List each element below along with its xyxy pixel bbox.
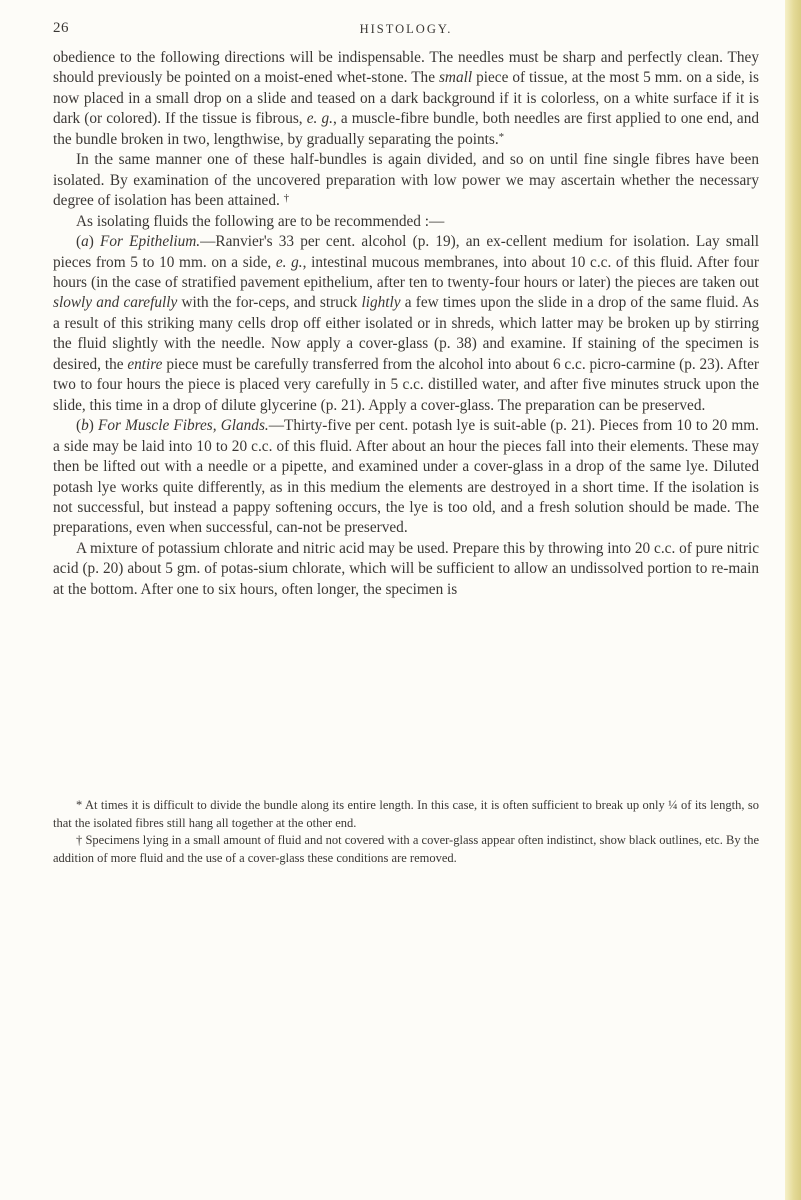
text-run: (	[76, 233, 82, 251]
text-run: , intestinal mucous membranes, into about 10 c.c. of this fluid. After four hours (in the case of stratified pavement epithelium, after ten to twenty-four hours or later) the pieces are taken out	[53, 253, 760, 291]
text-run: )	[88, 417, 98, 435]
page-number: 26	[53, 20, 69, 36]
text-run: —Ranvier's 33 per cent. alcohol (p. 19), an ex-cellent medium for isolation. Lay small pieces from 5 to 10 mm. on a side,	[53, 233, 759, 271]
italic-text: e. g.	[306, 110, 333, 128]
italic-text: For Epithelium.	[100, 233, 201, 251]
italic-text: a	[81, 233, 89, 251]
paragraph	[53, 539, 759, 600]
italic-text: entire	[127, 355, 163, 373]
text-run: (	[76, 417, 82, 435]
page-header	[53, 20, 759, 40]
body-text	[53, 48, 759, 600]
text-run: , a muscle-fibre bundle, both needles are first applied to one end, and the bundle broken in two, lengthwise, by gradually separating the points.	[53, 110, 759, 148]
text-run: As isolating fluids the following are to be recommended :—	[76, 212, 445, 230]
italic-text: For Muscle Fibres, Glands.	[98, 417, 269, 435]
footnote	[53, 832, 759, 867]
text-run: A mixture of potassium chlorate and nitric acid may be used. Prepare this by throwing into 20 c.c. of pure nitric acid (p. 20) about 5 gm. of potas-sium chlorate, which will be sufficient to allow an undissolved portion to re-main at the bottom. After one to six hours, often longer, the specimen is	[53, 539, 759, 598]
text-run: piece of tissue, at the most 5 mm. on a side, is now placed in a small drop on a slide and teased on a dark background if it is colorless, on a white surface if it is dark (or colored). If the tissue is fibrous,	[53, 69, 759, 128]
paragraph	[53, 416, 759, 539]
page-edge	[785, 0, 801, 1200]
paragraph	[53, 212, 759, 232]
text-run: piece must be carefully transferred from the alcohol into about 6 c.c. picro-carmine (p. 23). After two to four hours the piece is placed very carefully in 5 c.c. distilled water, and after five minutes struck upon the slide, this time in a drop of dilute glycerine (p. 21). Apply a cover-glass. The preparation can be preserved.	[53, 355, 759, 414]
italic-text: small	[438, 69, 473, 87]
italic-text: slowly and carefully	[53, 294, 178, 312]
footnote	[53, 797, 759, 832]
text-run: obedience to the following directions will be indispensable. The needles must be sharp and perfectly clean. They should previously be pointed on a moist-ened whet-stone. The	[53, 49, 759, 87]
italic-text: b	[81, 417, 89, 435]
footnotes	[53, 797, 759, 867]
paragraph	[53, 232, 759, 416]
paragraph	[53, 48, 759, 150]
text-run: )	[88, 233, 101, 251]
text-run: a few times upon the slide in a drop of the same fluid. As a result of this striking many cells drop off either isolated or in shreds, which latter may be broken up by stirring the fluid slightly with the needle. Now apply a cover-glass (p. 38) and examine. If staining of the specimen is desired, the	[53, 294, 759, 373]
footnote-marker: †	[283, 192, 290, 205]
italic-text: lightly	[361, 294, 401, 312]
text-run: * At times it is difficult to divide the bundle along its entire length. In this case, it is often sufficient to break up only ¼ of its length, so that the isolated fibres still hang all together at the other end.	[53, 798, 759, 830]
running-head: HISTOLOGY.	[359, 22, 453, 36]
text-run: with the for-ceps, and struck	[177, 294, 362, 312]
text-run: —Thirty-five per cent. potash lye is suit-able (p. 21). Pieces from 10 to 20 mm. a side may be laid into 10 to 20 c.c. of this fluid. After about an hour the pieces fall into their elements. These may then be lifted out with a needle or a pipette, and examined under a cover-glass in a drop of the same lye. Diluted potash lye works quite differently, as in this medium the elements are destroyed in a short time. If the isolation is not successful, but instead a pappy softening occurs, the lye is too old, and a fresh solution should be made. The preparations, even when successful, can-not be preserved.	[53, 417, 760, 537]
paragraph	[53, 150, 759, 211]
text-run: In the same manner one of these half-bundles is again divided, and so on until fine single fibres have been isolated. By examination of the uncovered preparation with low power we may ascertain whether the necessary degree of isolation has been attained.	[53, 151, 759, 210]
footnote-marker: *	[498, 130, 505, 143]
italic-text: e. g.	[275, 253, 303, 271]
text-run: † Specimens lying in a small amount of fluid and not covered with a cover-glass appear often indistinct, show black outlines, etc. By the addition of more fluid and the use of a cover-glass these conditions are removed.	[53, 833, 759, 865]
